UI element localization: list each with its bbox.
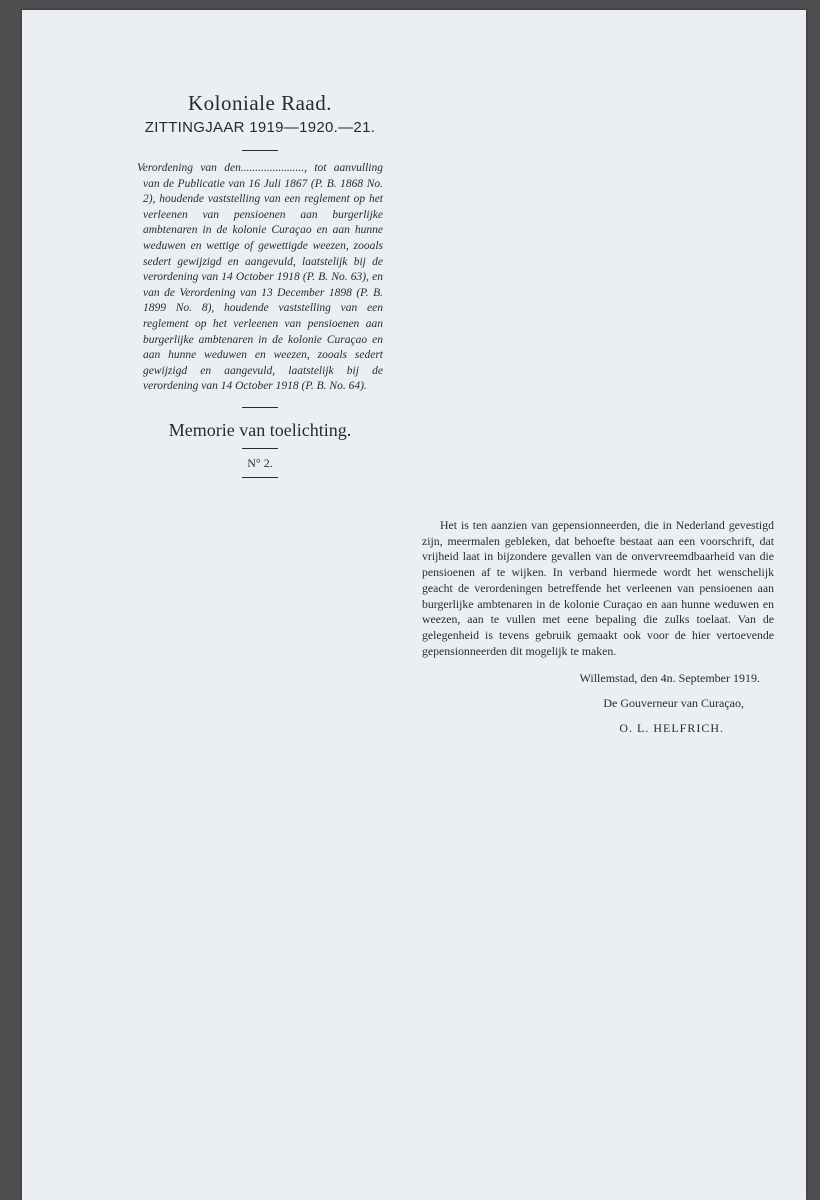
document-number: N° 2. bbox=[247, 455, 273, 470]
signature-date: Willemstad, den 4n. September 1919. bbox=[579, 671, 760, 686]
signatory-title: De Gouverneur van Curaçao, bbox=[603, 696, 744, 711]
council-title: Koloniale Raad. bbox=[188, 91, 332, 115]
divider bbox=[242, 150, 278, 151]
explanation-paragraph: Het is ten aanzien van gepensionneerden, die in Nederland gevestigd zijn, meermalen gebleken, dat behoefte bestaat aan een voorschrift, dat vrijheid laat in bijzondere gevallen van de onvervreemdbaarheid van die pensioenen af te wijken. In verband hiermede wordt het wenschelijk geacht de verordeningen betreffende het verleenen van pensioenen aan burgerlijke ambtenaren in de kolonie Curaçao en aan hunne weduwen en weezen, aan te vullen met eene bepaling die zulks toelaat. Van de gelegenheid is tevens gebruik gemaakt ook voor de hier vertoevende gepensionneerden dit mogelijk te maken. bbox=[422, 518, 774, 658]
memorie-title: Memorie van toelichting. bbox=[168, 419, 352, 440]
session-year: ZITTINGJAAR 1919—1920.—21. bbox=[144, 119, 376, 136]
divider bbox=[242, 407, 278, 408]
ordinance-description: Verordening van den......................, tot aanvulling van de Publicatie van 16 Juli 1867 (P. B. 1868 No. 2), houdende vaststelling van een reglement op het verleenen van pensioenen aan burgerlijke ambtenaren in de kolonie Curaçao en aan hunne weduwen en wettige of gewettigde weezen, zooals sedert gewijzigd en aangevuld, laatstelijk bij de verordening van 14 October 1918 (P. B. No. 63), en van de Verordening van 13 December 1898 (P. B. 1899 No. 8), houdende vaststelling van een reglement op het verleenen van pensioenen aan burgerlijke ambtenaren in de kolonie Curaçao en aan hunne weduwen en weezen, zooals sedert gewijzigd en aangevuld, laatstelijk bij de verordening van 14 October 1918 (P. B. No. 64). bbox=[137, 162, 383, 393]
divider bbox=[242, 477, 278, 478]
divider bbox=[242, 448, 278, 449]
body-column bbox=[422, 518, 774, 736]
signatory-name: O. L. HELFRICH. bbox=[619, 721, 724, 736]
header-column bbox=[130, 90, 390, 478]
document-page bbox=[22, 10, 806, 1200]
